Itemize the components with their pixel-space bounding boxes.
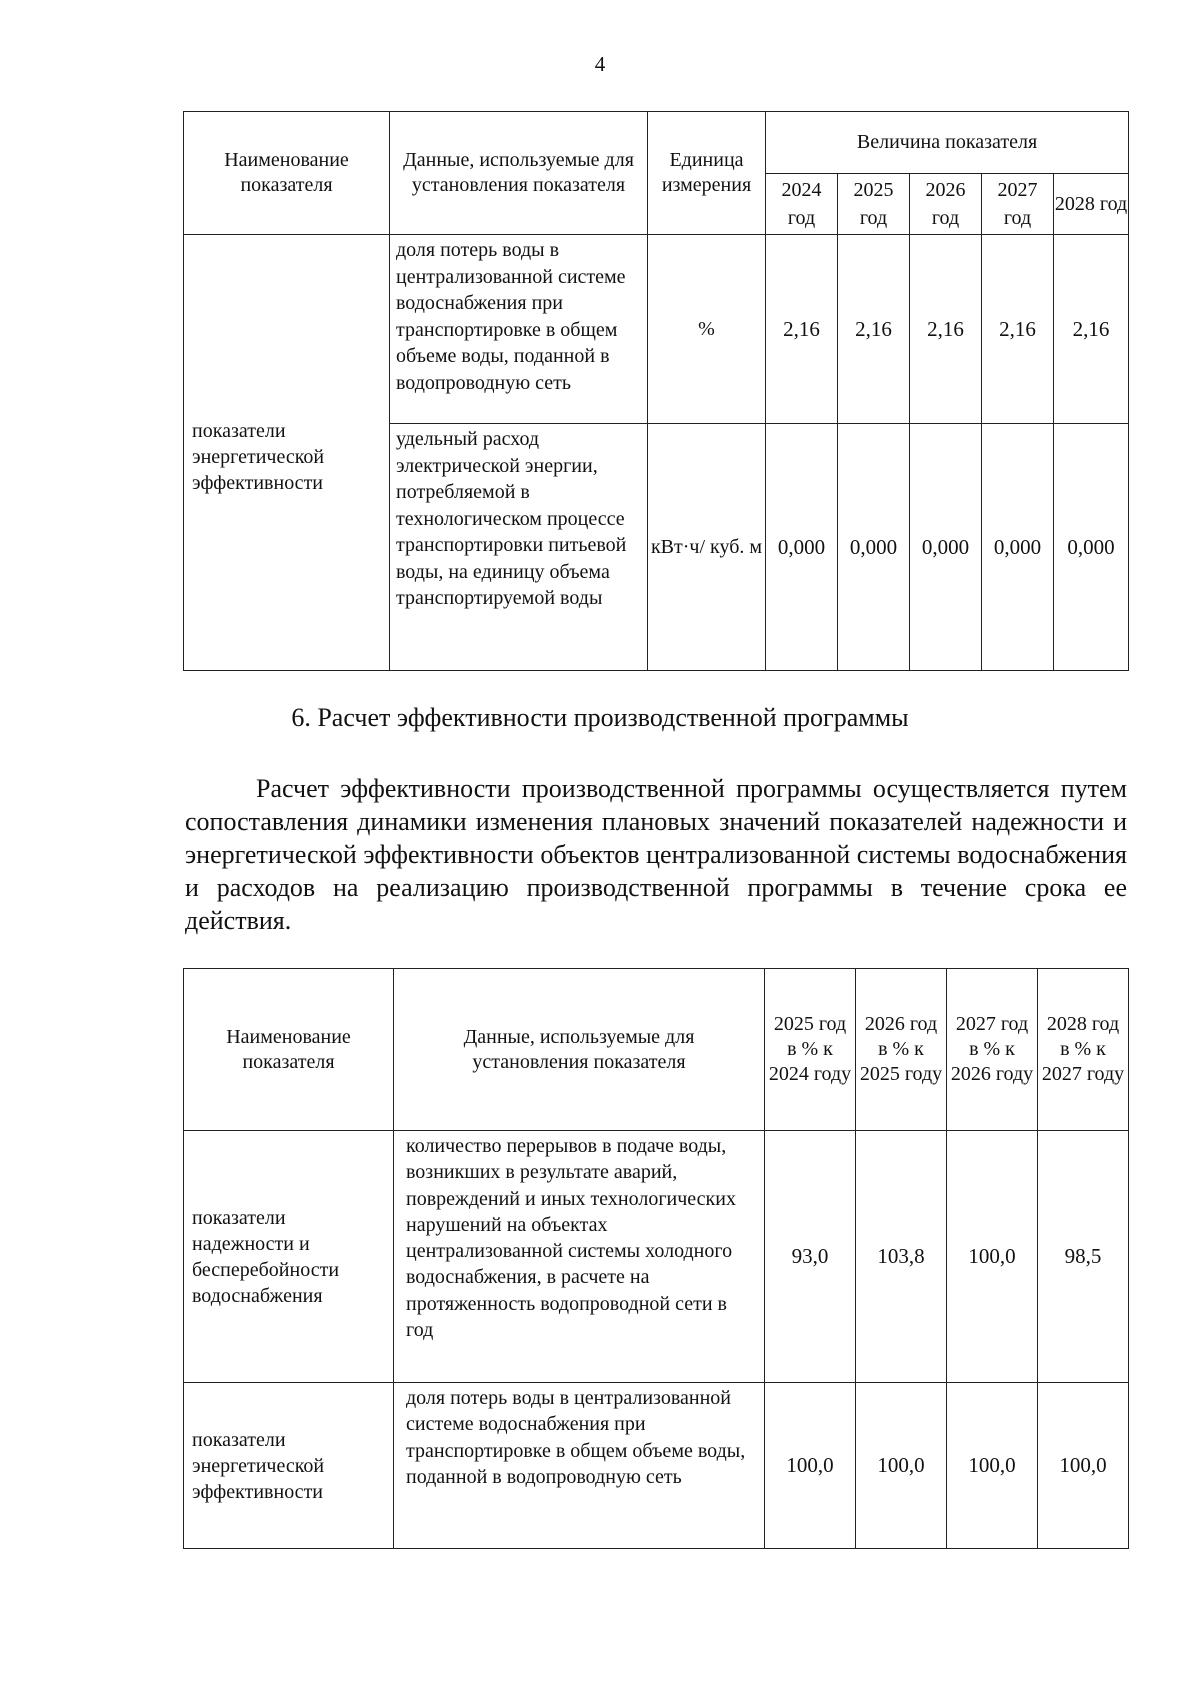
header-value: Величина показателя xyxy=(766,112,1129,174)
header-year: 2026 год xyxy=(910,174,982,235)
efficiency-table xyxy=(183,968,1129,1549)
header-year: 2027 год xyxy=(982,174,1054,235)
indicator-value: 2,16 xyxy=(982,235,1054,424)
indicator-value: 93,0 xyxy=(765,1131,856,1383)
indicator-value: 100,0 xyxy=(856,1383,947,1549)
header-year-ratio: 2028 год в % к 2027 году xyxy=(1038,969,1129,1131)
indicator-value: 100,0 xyxy=(765,1383,856,1549)
indicator-value: 103,8 xyxy=(856,1131,947,1383)
indicator-value: 2,16 xyxy=(910,235,982,424)
indicator-value: 98,5 xyxy=(1038,1131,1129,1383)
indicator-unit: % xyxy=(648,235,766,424)
indicator-group-name: показатели энергетической эффективности xyxy=(184,235,390,671)
indicator-unit: кВт·ч/ куб. м xyxy=(648,424,766,671)
header-data: Данные, используемые для установления показателя xyxy=(394,969,765,1131)
header-indicator-name: Наименование показателя xyxy=(184,112,390,235)
section-title: 6. Расчет эффективности производственной программы xyxy=(291,703,909,732)
indicator-value: 0,000 xyxy=(982,424,1054,671)
table-row xyxy=(184,235,1129,424)
indicator-description: доля потерь воды в централизованной системе водоснабжения при транспортировке в общем объеме воды, поданной в водопроводную сеть xyxy=(394,1383,765,1549)
header-year-ratio: 2027 год в % к 2026 году xyxy=(947,969,1038,1131)
header-year-ratio: 2026 год в % к 2025 году xyxy=(856,969,947,1131)
indicator-description: доля потерь воды в централизованной системе водоснабжения при транспортировке в общем объеме воды, поданной в водопроводную сеть xyxy=(390,235,648,424)
indicator-name: показатели энергетической эффективности xyxy=(184,1383,394,1549)
header-indicator-name: Наименование показателя xyxy=(184,969,394,1131)
indicator-value: 0,000 xyxy=(766,424,838,671)
header-year: 2024 год xyxy=(766,174,838,235)
indicator-name: показатели надежности и бесперебойности водоснабжения xyxy=(184,1131,394,1383)
header-unit: Единица измерения xyxy=(648,112,766,235)
indicator-description: удельный расход электрической энергии, потребляемой в технологическом процессе транспортировки питьевой воды, на единицу объема транспортируемой воды xyxy=(390,424,648,671)
indicator-value: 100,0 xyxy=(947,1383,1038,1549)
indicator-value: 0,000 xyxy=(838,424,910,671)
table-row xyxy=(184,1383,1129,1549)
indicator-value: 0,000 xyxy=(910,424,982,671)
section-paragraph: Расчет эффективности производственной программы осуществляется путем сопоставления динамики изменения плановых значений показателей надежности и энергетической эффективности объектов централизованной системы водоснабжения и расходов на реализацию производственной программы в течение срока ее действия. xyxy=(185,774,1127,935)
indicator-description: количество перерывов в подаче воды, возникших в результате аварий, повреждений и иных технологических нарушений на объектах централизованной системы холодного водоснабжения, в расчете на протяженность водопроводной сети в год xyxy=(394,1131,765,1383)
header-year: 2028 год xyxy=(1054,174,1129,235)
header-year: 2025 год xyxy=(838,174,910,235)
indicator-value: 0,000 xyxy=(1054,424,1129,671)
page-number: 4 xyxy=(594,52,606,76)
indicator-value: 100,0 xyxy=(947,1131,1038,1383)
indicators-table xyxy=(183,111,1129,671)
indicator-value: 2,16 xyxy=(838,235,910,424)
table-row xyxy=(184,1131,1129,1383)
header-data: Данные, используемые для установления показателя xyxy=(390,112,648,235)
indicator-value: 2,16 xyxy=(766,235,838,424)
header-year-ratio: 2025 год в % к 2024 году xyxy=(765,969,856,1131)
indicator-value: 100,0 xyxy=(1038,1383,1129,1549)
indicator-value: 2,16 xyxy=(1054,235,1129,424)
